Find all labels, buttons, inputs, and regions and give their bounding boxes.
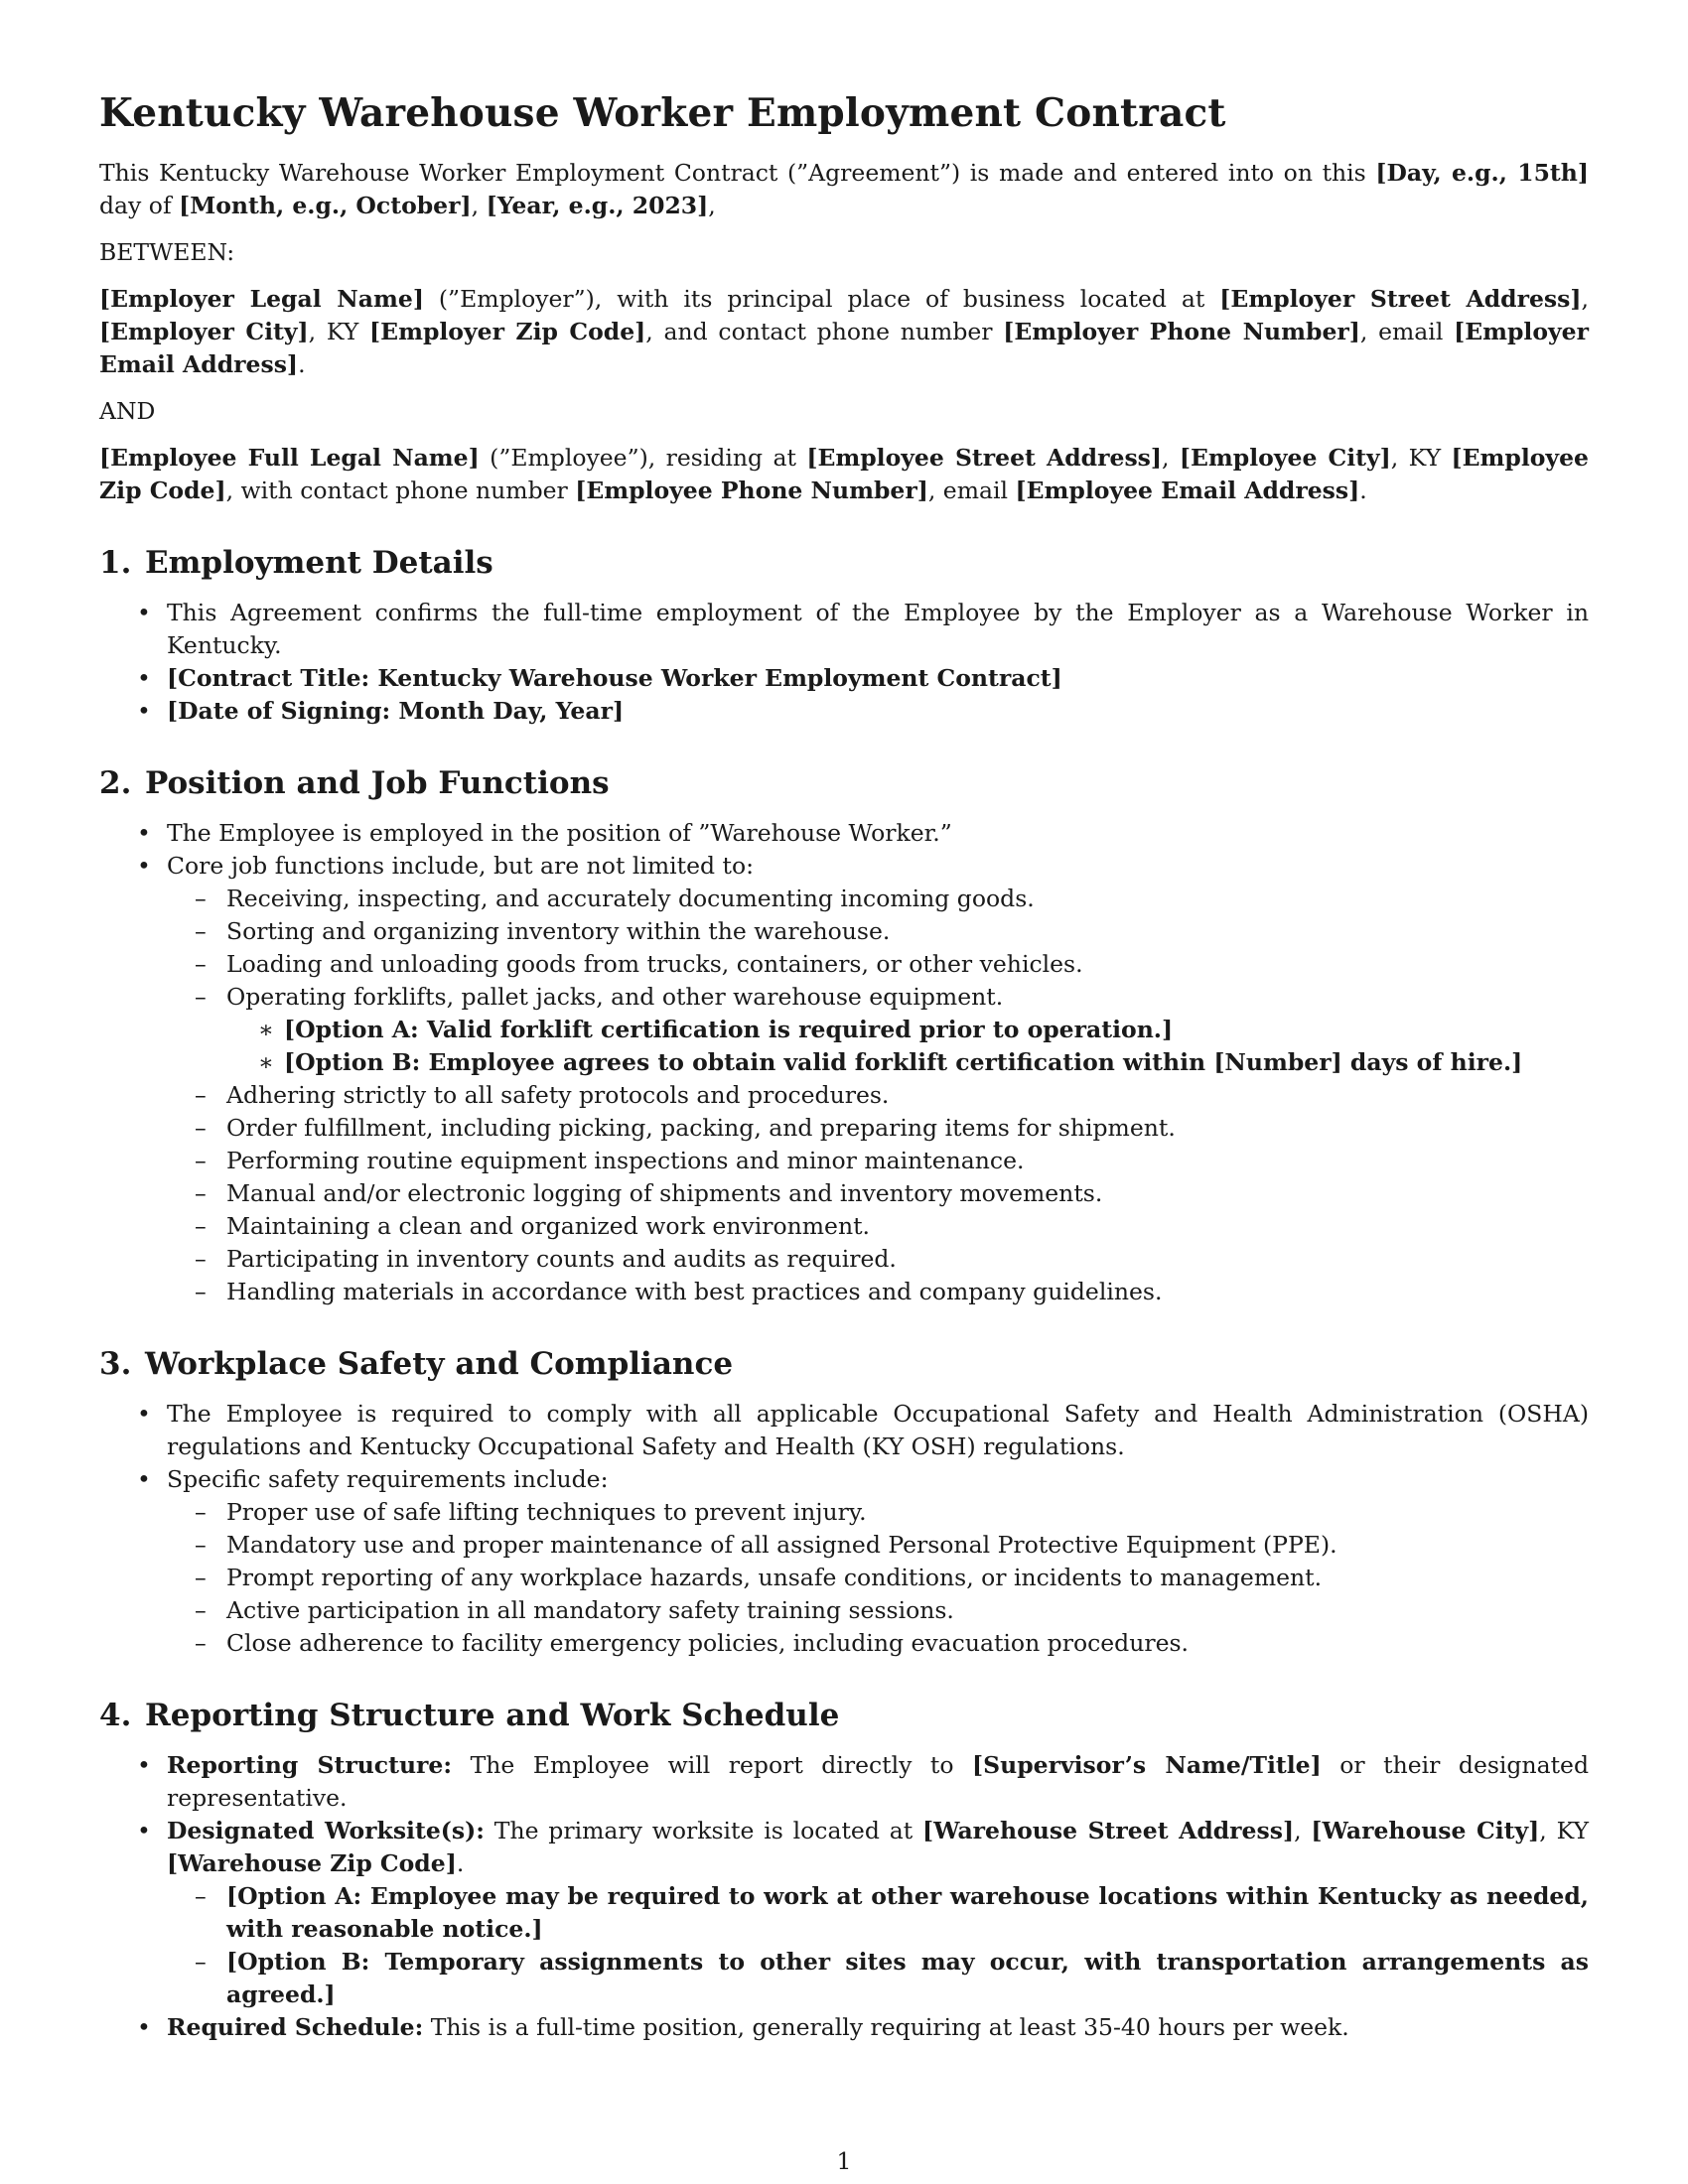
- sub-list-item: – Prompt reporting of any workplace hazards, unsafe conditions, or incidents to management.: [165, 1562, 1589, 1594]
- employer-city-placeholder: [Employer City]: [99, 318, 309, 345]
- document-page: [99, 87, 1589, 2044]
- and-label: AND: [99, 397, 156, 425]
- warehouse-city-placeholder: [Warehouse City]: [1311, 1817, 1540, 1844]
- sub-list-item-text: Operating forklifts, pallet jacks, and other warehouse equipment.: [226, 983, 1004, 1011]
- section-number: 3.: [99, 1346, 132, 1382]
- section-heading-employment-details: [99, 543, 1589, 583]
- reporting-structure-label: Reporting Structure:: [167, 1751, 453, 1779]
- sub-list-item: – Active participation in all mandatory safety training sessions.: [165, 1594, 1589, 1627]
- designated-worksite-label: Designated Worksite(s):: [167, 1817, 485, 1844]
- section-heading-position-job-functions: [99, 763, 1589, 803]
- day-placeholder: [Day, e.g., 15th]: [1375, 159, 1589, 187]
- list-item: [99, 695, 1589, 728]
- intro-text: This Kentucky Warehouse Worker Employment Contract (”Agreement”) is made and entered into on this: [99, 159, 1376, 187]
- section-title: Workplace Safety and Compliance: [145, 1346, 734, 1382]
- contract-title-placeholder: [Contract Title: Kentucky Warehouse Worker Employment Contract]: [167, 664, 1062, 692]
- employer-text: , KY: [308, 318, 370, 345]
- sub-list-item: – Order fulfillment, including picking, packing, and preparing items for shipment.: [165, 1112, 1589, 1145]
- employer-street-placeholder: [Employer Street Address]: [1219, 285, 1582, 313]
- list-item: [99, 850, 1589, 1308]
- list-item-text: Specific safety requirements include:: [167, 1465, 609, 1493]
- sub-list-item: – Performing routine equipment inspections and minor maintenance.: [165, 1145, 1589, 1177]
- list-item-text: ,: [1294, 1817, 1312, 1844]
- sub-list-item: – Maintaining a clean and organized work environment.: [165, 1210, 1589, 1243]
- employer-paragraph: [99, 283, 1589, 381]
- employer-email-placeholder: [Employer Email Address]: [99, 318, 1590, 378]
- worksite-options-list: [165, 1880, 1589, 2011]
- section-heading-workplace-safety: [99, 1344, 1589, 1384]
- list-item-text: The Employee will report directly to: [452, 1751, 973, 1779]
- document-title: Kentucky Warehouse Worker Employment Contract: [99, 90, 1226, 136]
- intro-text: day of: [99, 192, 180, 219]
- employee-text: , KY: [1390, 444, 1452, 472]
- month-placeholder: [Month, e.g., October]: [179, 192, 472, 219]
- list-item: • The Employee is employed in the position of ”Warehouse Worker.”: [99, 817, 1589, 850]
- position-list: [99, 817, 1589, 1308]
- warehouse-street-placeholder: [Warehouse Street Address]: [921, 1817, 1295, 1844]
- list-item: • This Agreement confirms the full-time employment of the Employee by the Employer as a Warehouse Worker in Kentucky.: [99, 597, 1589, 662]
- list-item-text: Core job functions include, but are not limited to:: [167, 852, 755, 880]
- section-number: 2.: [99, 765, 132, 801]
- sub-list-item: – Adhering strictly to all safety protocols and procedures.: [165, 1079, 1589, 1112]
- employer-text: .: [298, 350, 306, 378]
- option-text: [Option B: Temporary assignments to other sites may occur, with transportation arrangements as agreed.]: [226, 1948, 1589, 2008]
- employer-phone-placeholder: [Employer Phone Number]: [1003, 318, 1360, 345]
- list-item-text: .: [456, 1849, 465, 1877]
- sub-list-item: – Loading and unloading goods from trucks, containers, or other vehicles.: [165, 948, 1589, 981]
- sub-list-item: – Handling materials in accordance with best practices and company guidelines.: [165, 1276, 1589, 1308]
- employee-phone-placeholder: [Employee Phone Number]: [575, 477, 928, 504]
- employee-text: (”Employee”), residing at: [479, 444, 807, 472]
- reporting-list: [99, 1749, 1589, 2044]
- list-item: [99, 2011, 1589, 2044]
- employee-street-placeholder: [Employee Street Address]: [806, 444, 1163, 472]
- option-text: [Option A: Employee may be required to work at other warehouse locations within Kentucky as needed, with reasonable notice.]: [226, 1882, 1589, 1943]
- list-item: [99, 1749, 1589, 1815]
- forklift-option-b: [226, 1046, 1589, 1079]
- list-item: • The Employee is required to comply with all applicable Occupational Safety and Health Administration (OSHA) regulations and Kentucky Occupational Safety and Health (KY OSH) regulations.: [99, 1398, 1589, 1463]
- list-item: [99, 1463, 1589, 1660]
- date-of-signing-placeholder: [Date of Signing: Month Day, Year]: [167, 697, 625, 725]
- employer-zip-placeholder: [Employer Zip Code]: [369, 318, 646, 345]
- employee-text: , email: [927, 477, 1016, 504]
- sub-list-item: – Mandatory use and proper maintenance of all assigned Personal Protective Equipment (PPE).: [165, 1529, 1589, 1562]
- between-label: BETWEEN:: [99, 238, 235, 266]
- intro-text: ,: [708, 192, 716, 219]
- employer-text: (”Employer”), with its principal place of business located at: [423, 285, 1220, 313]
- option-text: [Option A: Valid forklift certification is required prior to operation.]: [284, 1016, 1174, 1043]
- worksite-option-a: [165, 1880, 1589, 1946]
- employer-text: ,: [1581, 285, 1589, 313]
- employee-text: .: [1359, 477, 1367, 504]
- employee-text: , with contact phone number: [225, 477, 576, 504]
- sub-list-item: [165, 981, 1589, 1079]
- sub-list-item: – Receiving, inspecting, and accurately documenting incoming goods.: [165, 883, 1589, 915]
- section-heading-reporting-structure: [99, 1696, 1589, 1735]
- employee-zip-placeholder: [Employee Zip Code]: [99, 444, 1589, 504]
- list-item-text: The primary worksite is located at: [484, 1817, 922, 1844]
- employer-text: , email: [1359, 318, 1455, 345]
- section-number: 4.: [99, 1698, 132, 1733]
- safety-requirements-list: [165, 1496, 1589, 1660]
- intro-paragraph: [99, 157, 1589, 222]
- worksite-option-b: [165, 1946, 1589, 2011]
- sub-list-item: – Manual and/or electronic logging of shipments and inventory movements.: [165, 1177, 1589, 1210]
- option-text: [Option B: Employee agrees to obtain valid forklift certification within [Number] days of hire.]: [284, 1048, 1523, 1076]
- warehouse-zip-placeholder: [Warehouse Zip Code]: [167, 1849, 457, 1877]
- section-number: 1.: [99, 545, 132, 581]
- sub-list-item: – Close adherence to facility emergency policies, including evacuation procedures.: [165, 1627, 1589, 1660]
- employee-text: ,: [1162, 444, 1180, 472]
- employee-paragraph: [99, 442, 1589, 507]
- list-item: [99, 1815, 1589, 2011]
- list-item: [99, 662, 1589, 695]
- list-item-text: , KY: [1539, 1817, 1590, 1844]
- sub-list-item: – Proper use of safe lifting techniques to prevent injury.: [165, 1496, 1589, 1529]
- sub-list-item: – Sorting and organizing inventory within the warehouse.: [165, 915, 1589, 948]
- employee-city-placeholder: [Employee City]: [1179, 444, 1391, 472]
- page-number: 1: [836, 2147, 852, 2175]
- safety-list: [99, 1398, 1589, 1660]
- sub-list-item: – Participating in inventory counts and audits as required.: [165, 1243, 1589, 1276]
- section-title: Employment Details: [145, 545, 493, 581]
- employer-text: , and contact phone number: [645, 318, 1004, 345]
- forklift-options-list: [226, 1014, 1589, 1079]
- job-functions-list: [165, 883, 1589, 1308]
- employee-email-placeholder: [Employee Email Address]: [1015, 477, 1360, 504]
- section-title: Reporting Structure and Work Schedule: [145, 1698, 840, 1733]
- required-schedule-label: Required Schedule:: [167, 2013, 424, 2041]
- intro-text: ,: [471, 192, 487, 219]
- employment-details-list: [99, 597, 1589, 728]
- section-title: Position and Job Functions: [145, 765, 610, 801]
- list-item-text: This is a full-time position, generally requiring at least 35-40 hours per week.: [423, 2013, 1349, 2041]
- employer-name-placeholder: [Employer Legal Name]: [99, 285, 424, 313]
- year-placeholder: [Year, e.g., 2023]: [486, 192, 709, 219]
- list-item-text: or their designated representative.: [167, 1751, 1590, 1812]
- supervisor-placeholder: [Supervisor’s Name/Title]: [972, 1751, 1322, 1779]
- forklift-option-a: [226, 1014, 1589, 1046]
- employee-name-placeholder: [Employee Full Legal Name]: [99, 444, 480, 472]
